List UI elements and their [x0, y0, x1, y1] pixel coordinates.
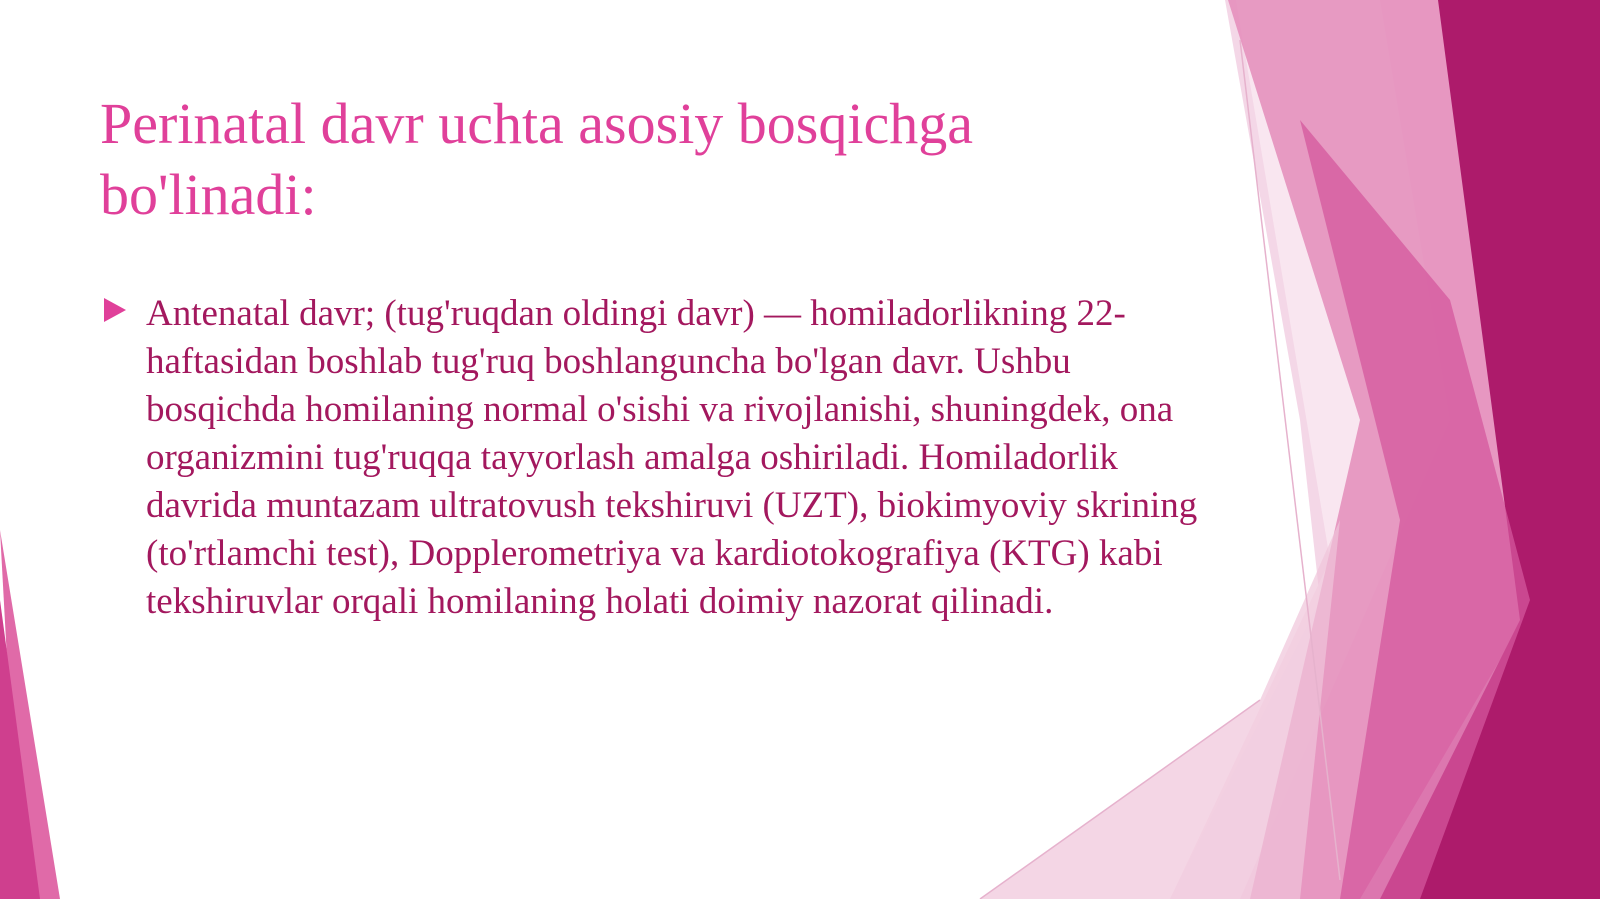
- bullet-text: Antenatal davr; (tug'ruqdan oldingi davr) — homiladorlikning 22-haftasidan boshlab tug'ruq boshlanguncha bo'lgan davr. Ushbu bosqichda homilaning normal o'sishi va rivojlanishi, shuningdek, ona organizmini tug'ruqqa tayyorlash amalga oshiriladi. Homiladorlik davrida muntazam ultratovush tekshiruvi (UZT), biokimyoviy skrining (to'rtlamchi test), Dopplerometriya va kardiotokografiya (KTG) kabi tekshiruvlar orqali homilaning holati doimiy nazorat qilinadi.: [146, 293, 1198, 622]
- slide-title: Perinatal davr uchta asosiy bosqichga bo'linadi:: [100, 91, 973, 227]
- list-item: [104, 290, 1224, 626]
- triangle-bullet-icon: [104, 298, 126, 322]
- bullet-list: [104, 290, 1224, 626]
